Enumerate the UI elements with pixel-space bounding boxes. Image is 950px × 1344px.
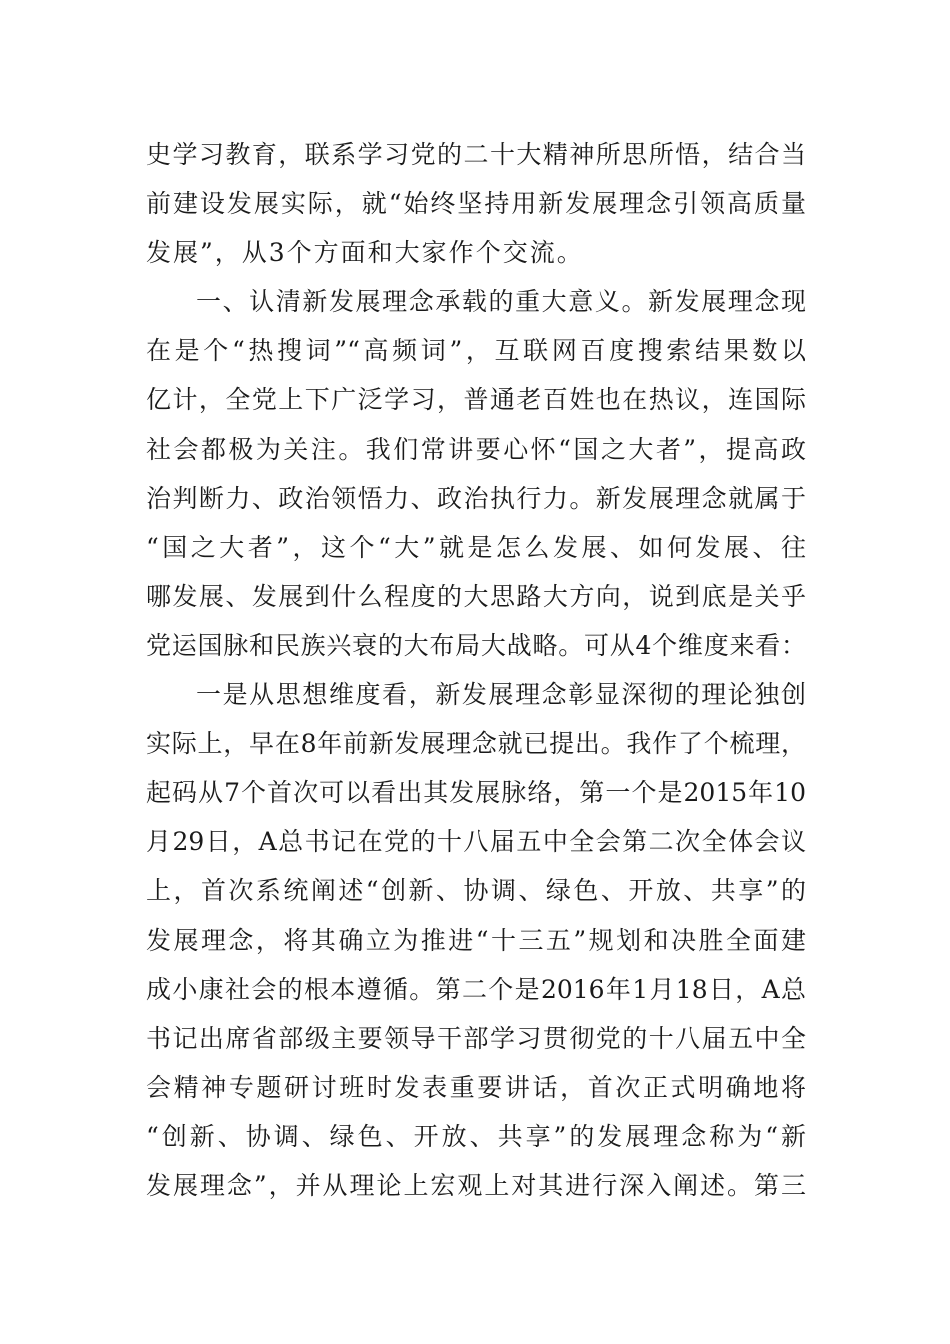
paragraph-3	[146, 670, 806, 1210]
text-line: “创新、协调、绿色、开放、共享”的发展理念称为“新	[146, 1121, 806, 1151]
text-line: 在是个“热搜词”“高频词”，互联网百度搜索结果数以	[146, 336, 806, 366]
text-line: 治判断力、政治领悟力、政治执行力。新发展理念就属于	[146, 483, 806, 513]
text-line: 哪发展、发展到什么程度的大思路大方向，说到底是关乎	[146, 581, 806, 611]
text-line: “国之大者”，这个“大”就是怎么发展、如何发展、往	[146, 532, 806, 562]
text-line: 实际上，早在8年前新发展理念就已提出。我作了个梳理，	[146, 729, 806, 759]
text-line: 亿计，全党上下广泛学习，普通老百姓也在热议，连国际	[146, 385, 806, 415]
text-line: 前建设发展实际，就“始终坚持用新发展理念引领高质量	[146, 189, 806, 219]
text-line: 上，首次系统阐述“创新、协调、绿色、开放、共享”的	[146, 876, 806, 906]
text-line: 月29日，A总书记在党的十八届五中全会第二次全体会议	[146, 827, 806, 857]
text-line: 一是从思想维度看，新发展理念彰显深彻的理论独创	[196, 680, 806, 710]
text-line: 发展”，从3个方面和大家作个交流。	[146, 238, 584, 268]
paragraph-1	[146, 130, 806, 277]
text-line: 书记出席省部级主要领导干部学习贯彻党的十八届五中全	[146, 1023, 806, 1053]
text-line: 发展理念”，并从理论上宏观上对其进行深入阐述。第三	[146, 1170, 806, 1200]
text-line: 史学习教育，联系学习党的二十大精神所思所悟，结合当	[146, 140, 806, 169]
text-line: 会精神专题研讨班时发表重要讲话，首次正式明确地将	[146, 1072, 806, 1102]
text-line: 社会都极为关注。我们常讲要心怀“国之大者”，提高政	[146, 434, 806, 464]
text-line: 起码从7个首次可以看出其发展脉络，第一个是2015年10	[146, 778, 806, 808]
text-line: 党运国脉和民族兴衰的大布局大战略。可从4个维度来看：	[146, 630, 806, 660]
paragraph-2	[146, 277, 806, 670]
text-line: 发展理念，将其确立为推进“十三五”规划和决胜全面建	[146, 925, 806, 955]
text-line: 一、认清新发展理念承载的重大意义。新发展理念现	[196, 287, 806, 317]
body-text	[146, 130, 806, 1210]
text-line: 成小康社会的根本遵循。第二个是2016年1月18日，A总	[146, 974, 806, 1004]
